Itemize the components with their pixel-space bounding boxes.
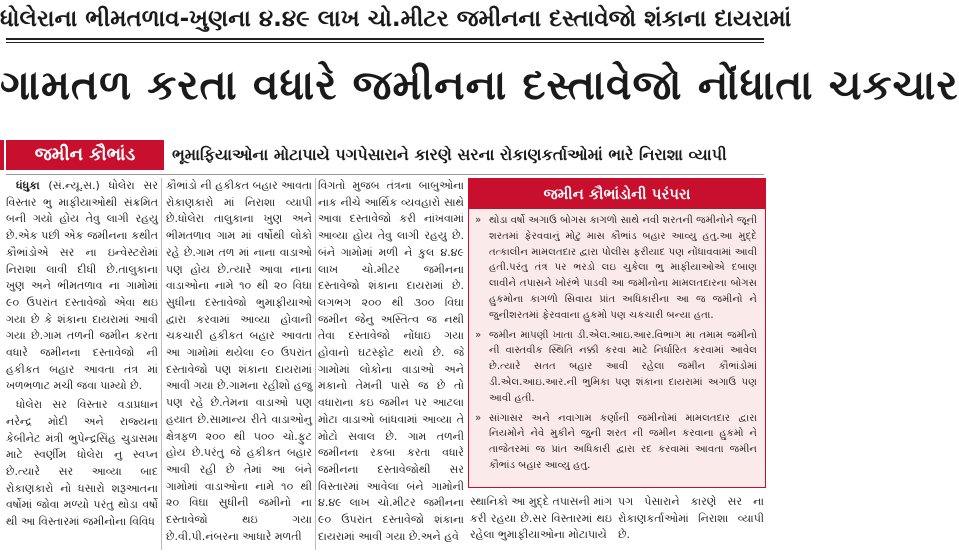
paragraph-text: ધોલેરા સર વિસ્તાર ભુ માફીયાઓથી સંક્રમિત બની ગયો હોય તેવુ લાગી રહયુ છે.એક પછી એક જમીનના કથીત કૌભાંડોએ સર ના ઇન્વેસ્ટરોમાં નિરાશા લાવી દીધી છે.તાલુકાના ખુણ અને ભીમતળાવ ના ગામોમાં ૯૦ ઉપરાંત દસ્તાવેજો એવા થઇ ગયા છે કે શંકાના દાયરામાં આવી ગયા છે.ગામ તળની જમીન કરતા વધારે જમીનના દસ્તાવેજો ની હકીકત બહાર આવતા તંત્ર માં ખળભળાટ મચી જવા પામ્યો છે. <box>6 179 158 393</box>
sidebar-box <box>468 178 766 488</box>
article-column-1 <box>6 178 158 533</box>
sidebar-title: જમીન કૌભાંડોની પરંપરા <box>469 179 765 209</box>
sidebar-item: » થોડા વર્ષો અગાઉ બોગસ કાગળો સાથે નવી શરતની જમીનોને જૂની શરતમાં ફેરવવાનું મોટુ માસ કૌભાંડ બહાર આવ્યુ હતુ.આ મુદ્દે તત્કાલીન મામલતદાર દ્વારા પોલીસ ફરીયાદ પણ નોંધાવવામાં આવી હતી.પરંતુ તંત્ર પર ભરડો લઇ ચુકેલા ભુ માફીયાઓએ દબાણ લાવીને તપાસને ખોરંભે પાડવી આ જમીનોના મામલતદારના બોગસ હુકમોના કાગળો સિવાય પ્રાંત અધિકારીના આ જ જમીનો ને જુનીશરતમાં ફેરવવાના હુકમો પણ ચકચારી બન્યા હતા. <box>489 213 757 324</box>
sidebar-item: » જમીન માપણી ખાતા ડી.એલ.આઇ.આર.વિભાગ મા તમામ જમીનો ની વાસ્તવીક સ્થિતિ નક્કી કરવા માટે નિર્ધારિત કરવામાં આવેલ છે.ત્યારે સતત બહાર આવી રહેલા જમીન કૌભાંડોમાં ડી.એલ.આઇ.આર.ની ભુમિકા પણ શંકાના દાયરામાં અગાઉ પણ આવી હતી. <box>489 328 757 407</box>
dateline: ધંધુકા <box>16 179 40 192</box>
article-paragraph: વિગતો મુજબ તંત્રના બાબુઓના નાક નીચે આર્થિક વ્યવહારો સાથે આવા દસ્તાવેજો કરી નાંખવામાં આવ્યા હોય તેવુ લાગી રહયુ છે. બંને ગામોમાં મળી ને કુલ ૪.૪૯ લાખ ચો.મીટર જમીનના દસ્તાવેજો શંકાના દાયરામાં છે. લગભગ ૨૦૦ થી ૩૦૦ વિઘા જમીન જેનુ અસ્તિત્વ જ નથી તેવા દસ્તાવેજો નોંધાઇ ગયા હોવાનો ઘટસ્ફોટ થયો છે. જે ગામોમાં લોકોના વાડાઓ અને મકાનો તેમની પાસે જ છે તો વધારાના કઇ જમીન પર આટલા મોટા વાડાઓ બાંધવામાં આવ્યા તે મોટો સવાલ છે. ગામ તળની જમીનના રકબા કરતા વધારે જમીનના દસ્તાવેજોથી સર વિસ્તારમાં આવેલા બંને ગામોની ૪.૪૯ લાખ ચો.મીટર જમીનના ૯૦ ઉપરાંત દસ્તાવેજો શંકાના દાયરામાં આવી ગયા છે.અને હવે <box>318 179 464 543</box>
main-headline: ગામતળ કરતા વધારે જમીનના દસ્તાવેજો નોંધાતા ચકચાર <box>0 61 959 109</box>
subheadline: ભૂમાફિયાઓના મોટાપાયે પગપેસારાને કારણે સરના રોકાણકર્તાઓમાં ભારે નિરાશા વ્યાપી <box>172 145 727 164</box>
kicker-rule-top <box>6 38 764 40</box>
column-divider <box>315 178 316 550</box>
article-paragraph: પગ પેસારાને કારણે સર ના રોકાણકર્તાઓમાં નિરાશા વ્યાપી છે. <box>618 495 764 542</box>
band-rule <box>6 174 764 175</box>
column-divider <box>161 178 162 550</box>
article-paragraph: કૌભાંડો ની હકીકત બહાર આવતા રોકાણકારો માં નિરાશા વ્યાપી છે.ધોલેરા તાલુકાના ખુણ અને ભીમતળાવ ગામ માં વર્ષોથી લોકો રહે છે.ગામ તળ માં નાના વાડાઓ પણ હોય છે.ત્યારે આવા નાના વાડાઓના નામે ૧૦ થી ૨૦ વિઘા સુધીના દસ્તાવેજો ભુમાફીયાઓ દ્વારા કરવામાં આવ્યા હોવાની ચકચારી હકીકત બહાર આવતા આ ગામોમાં થયેલા ૯૦ ઉપરાંત દસ્તાવેજો પણ શંકાના દાયરામાં આવી ગયા છે.ગામના રહીશો હજુ પણ રહે છે.તેમના વાડાઓ પણ હયાત છે.સામાન્ય રીતે વાડાઓનુ ક્ષેત્રફળ ૨૦૦ થી ૫૦૦ ચો.ફુટ હોય છે.પરંતુ જે હકીકત બહાર આવી રહી છે તેમાં આ બંને ગામોમાં વાડાઓના નામે ૧૦ થી ૨૦ વિઘા સુધીની જમીનો ના દસ્તાવેજો થઇ ગયા છે.વી.પી.નંબરના આધારે મળતી <box>166 179 312 543</box>
article-column-3 <box>318 178 464 547</box>
agency-credit: (સં.ન્યૂ.સ.) <box>48 179 100 192</box>
article-column-2 <box>166 178 312 547</box>
article-paragraph: ધોલેરા સર વિસ્તાર વડાપ્રધાન નરેન્દ્ર મોદી અને રાજ્યના કેબીનેટ મંત્રી ભુપેન્દ્રસિંહ ચુડાસમા માટે સ્વર્ણીમ ધોલેરા નુ સ્વપ્ન છે.ત્યારે સર આવ્યા બાદ રોકાણકારો નો ધસારો શરૂઆતના વર્ષોમાં જોવા મળ્યો પરંતુ થોડા વર્ષો થી આ વિસ્તારમાં જમીનોના વિવિધ <box>6 398 158 529</box>
kicker-headline: ધોલેરાના ભીમતળાવ-ખુણના ૪.૪૯ લાખ ચો.મીટર જમીનના દસ્તાવેજો શંકાના દાયરામાં <box>0 6 792 32</box>
subhead-band <box>6 140 764 170</box>
section-badge: જમીન કૌભાંડ <box>6 140 164 170</box>
article-paragraph <box>6 178 158 395</box>
kicker-rule-bottom <box>6 42 764 43</box>
article-column-5 <box>618 494 764 546</box>
article-paragraph: સ્થાનિકો આ મુદ્દે તપાસની માંગ કરી રહયા છે.સર વિસ્તારમાં થઇ રહેલા ભુમાફીયાઓના મોટાપાયે <box>470 495 612 542</box>
article-column-4 <box>470 494 612 546</box>
sidebar-item: » સાંગાસર અને નવાગામ કર્ણાની જમીનોમાં મામલતદાર દ્વારા નિયમોને નેવે મુકીને જુની શરત ની જમીન કરવાના હુકમો ને તાજેતરમાં જ પ્રાંત અધિકારી દ્વારા રદ કરવામાં આવતા જમીન કૌભાંડ બહાર આવ્યુ હતુ. <box>489 411 757 474</box>
sidebar-list <box>469 213 765 474</box>
